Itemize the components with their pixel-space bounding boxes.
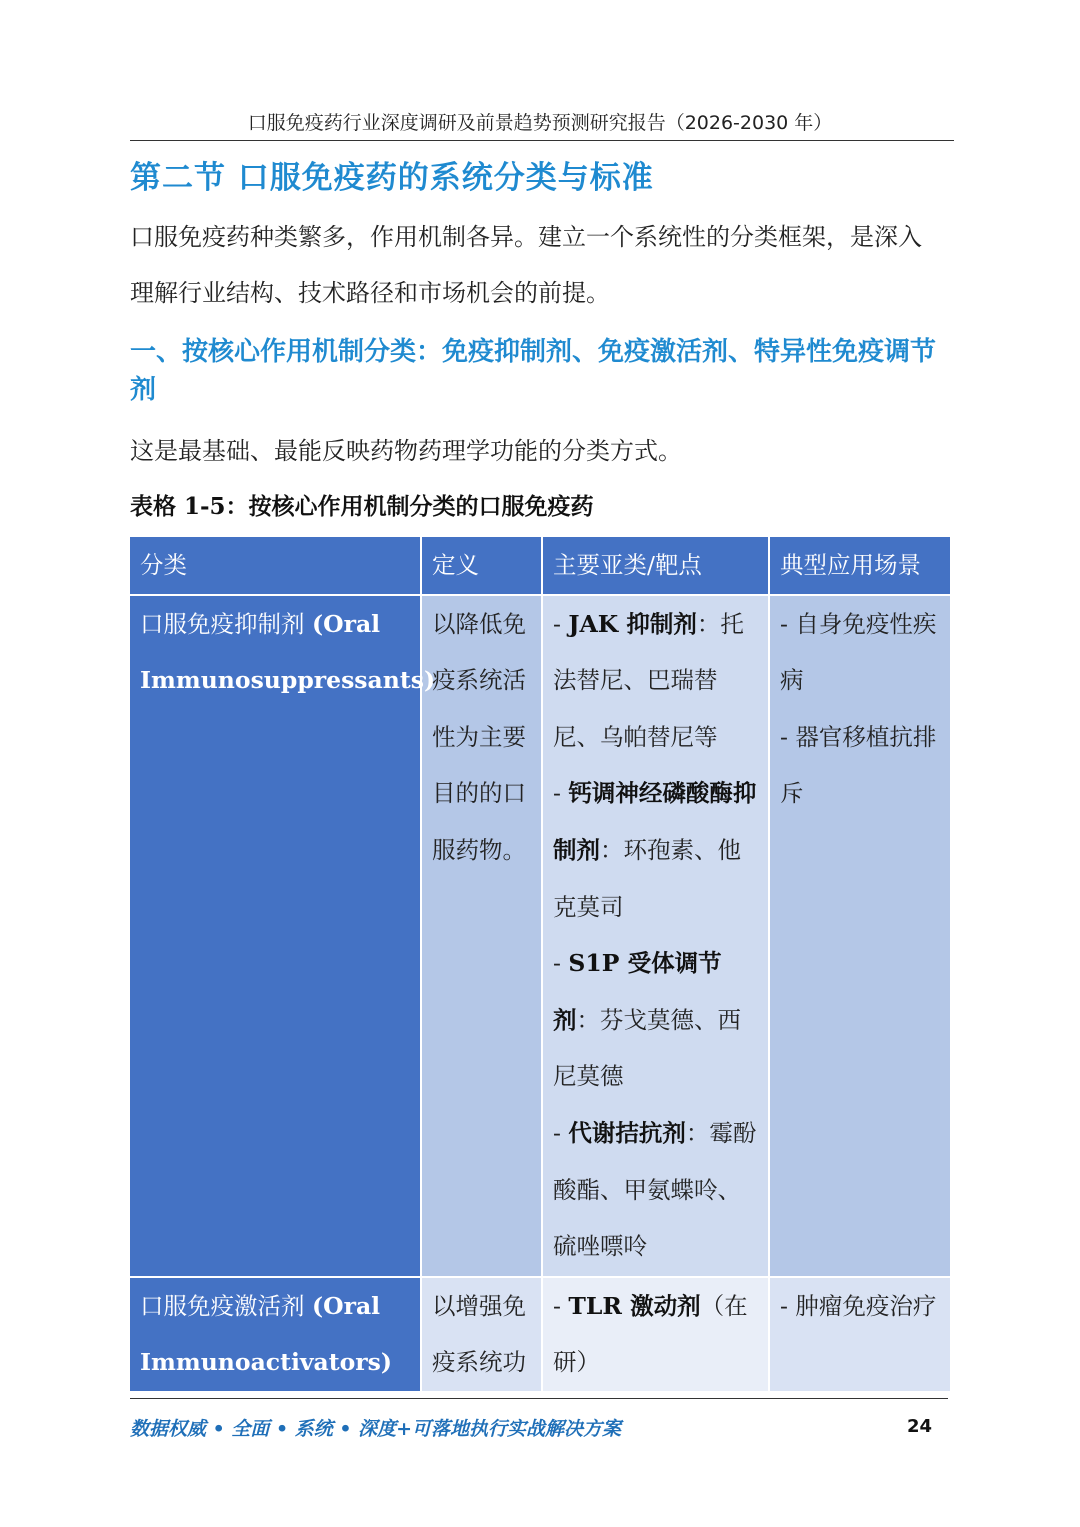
footer-divider (130, 1398, 948, 1399)
scenario-item: - 自身免疫性疾病 (780, 609, 937, 695)
footer-slogan: 数据权威 • 全面 • 系统 • 深度+可落地执行实战解决方案 (130, 1418, 622, 1440)
subtypes-cell (542, 595, 769, 1277)
subtype-examples: 芬戈莫德、西尼莫德 (553, 1005, 741, 1091)
subtype-item: - JAK 抑制剂：托法替尼、巴瑞替尼、乌帕替尼等 (553, 609, 744, 751)
subtype-examples: 霉酚酸酯、甲氨蝶呤、硫唑嘌呤 (553, 1118, 757, 1261)
header-divider (130, 140, 954, 141)
scenario-item: - 肿瘤免疫治疗 (780, 1291, 937, 1320)
header-definition: 定义 (421, 537, 542, 595)
page-number: 24 (906, 1416, 932, 1437)
subtype-name: JAK 抑制剂 (568, 609, 697, 638)
scenarios-cell (769, 595, 951, 1277)
subtype-item: - 代谢拮抗剂：霉酚酸酯、甲氨蝶呤、硫唑嘌呤 (553, 1118, 757, 1261)
category-name: 口服免疫激活剂 (140, 1291, 305, 1320)
subtype-name: 代谢拮抗剂 (568, 1118, 686, 1147)
table-row (130, 595, 951, 1277)
scenarios-cell (769, 1277, 951, 1392)
classification-table (130, 537, 952, 1393)
subtype-examples: 托法替尼、巴瑞替尼、乌帕替尼等 (553, 609, 744, 751)
definition-text: 以增强免疫系统功 (432, 1291, 526, 1377)
subtype-examples: 环孢素、他克莫司 (553, 835, 741, 921)
section-title: 第二节 口服免疫药的系统分类与标准 (130, 160, 654, 196)
subsection-text: 这是最基础、最能反映药物药理学功能的分类方式。 (130, 437, 682, 465)
subtype-item: - 钙调神经磷酸酶抑制剂：环孢素、他克莫司 (553, 779, 757, 921)
subtype-name: TLR 激动剂 (568, 1291, 701, 1320)
section-intro: 口服免疫药种类繁多，作用机制各异。建立一个系统性的分类框架，是深入理解行业结构、技术路径和市场机会的前提。 (130, 223, 922, 307)
category-cell (130, 595, 436, 1277)
category-english: (Oral Immunosuppressants) (140, 609, 436, 695)
definition-cell (421, 595, 542, 1277)
header-scenarios: 典型应用场景 (769, 537, 951, 595)
subtype-name: S1P 受体调节剂 (553, 949, 722, 1034)
subtype-item: - TLR 激动剂（在研） (553, 1291, 748, 1377)
category-english: (Oral Immunoactivators) (140, 1291, 393, 1377)
category-cell (130, 1277, 421, 1392)
subtype-examples: （在研） (553, 1291, 748, 1377)
header-title: 口服免疫药行业深度调研及前景趋势预测研究报告（2026-2030 年） (247, 112, 833, 134)
subtypes-cell (542, 1277, 769, 1392)
table-caption: 表格 1-5：按核心作用机制分类的口服免疫药 (130, 493, 594, 520)
subtype-item: - S1P 受体调节剂：芬戈莫德、西尼莫德 (553, 949, 741, 1091)
category-name: 口服免疫抑制剂 (140, 609, 305, 638)
header-subtypes: 主要亚类/靶点 (542, 537, 769, 595)
table-row (130, 1277, 951, 1392)
table-header-row (130, 537, 951, 595)
scenario-item: - 器官移植抗排斥 (780, 722, 937, 808)
definition-cell (421, 1277, 542, 1392)
subsection-title: 一、按核心作用机制分类：免疫抑制剂、免疫激活剂、特异性免疫调节剂 (130, 337, 937, 405)
definition-text: 以降低免疫系统活性为主要目的的口服药物。 (432, 609, 526, 864)
header-category: 分类 (130, 537, 421, 595)
subtype-name: 钙调神经磷酸酶抑制剂 (553, 779, 757, 864)
